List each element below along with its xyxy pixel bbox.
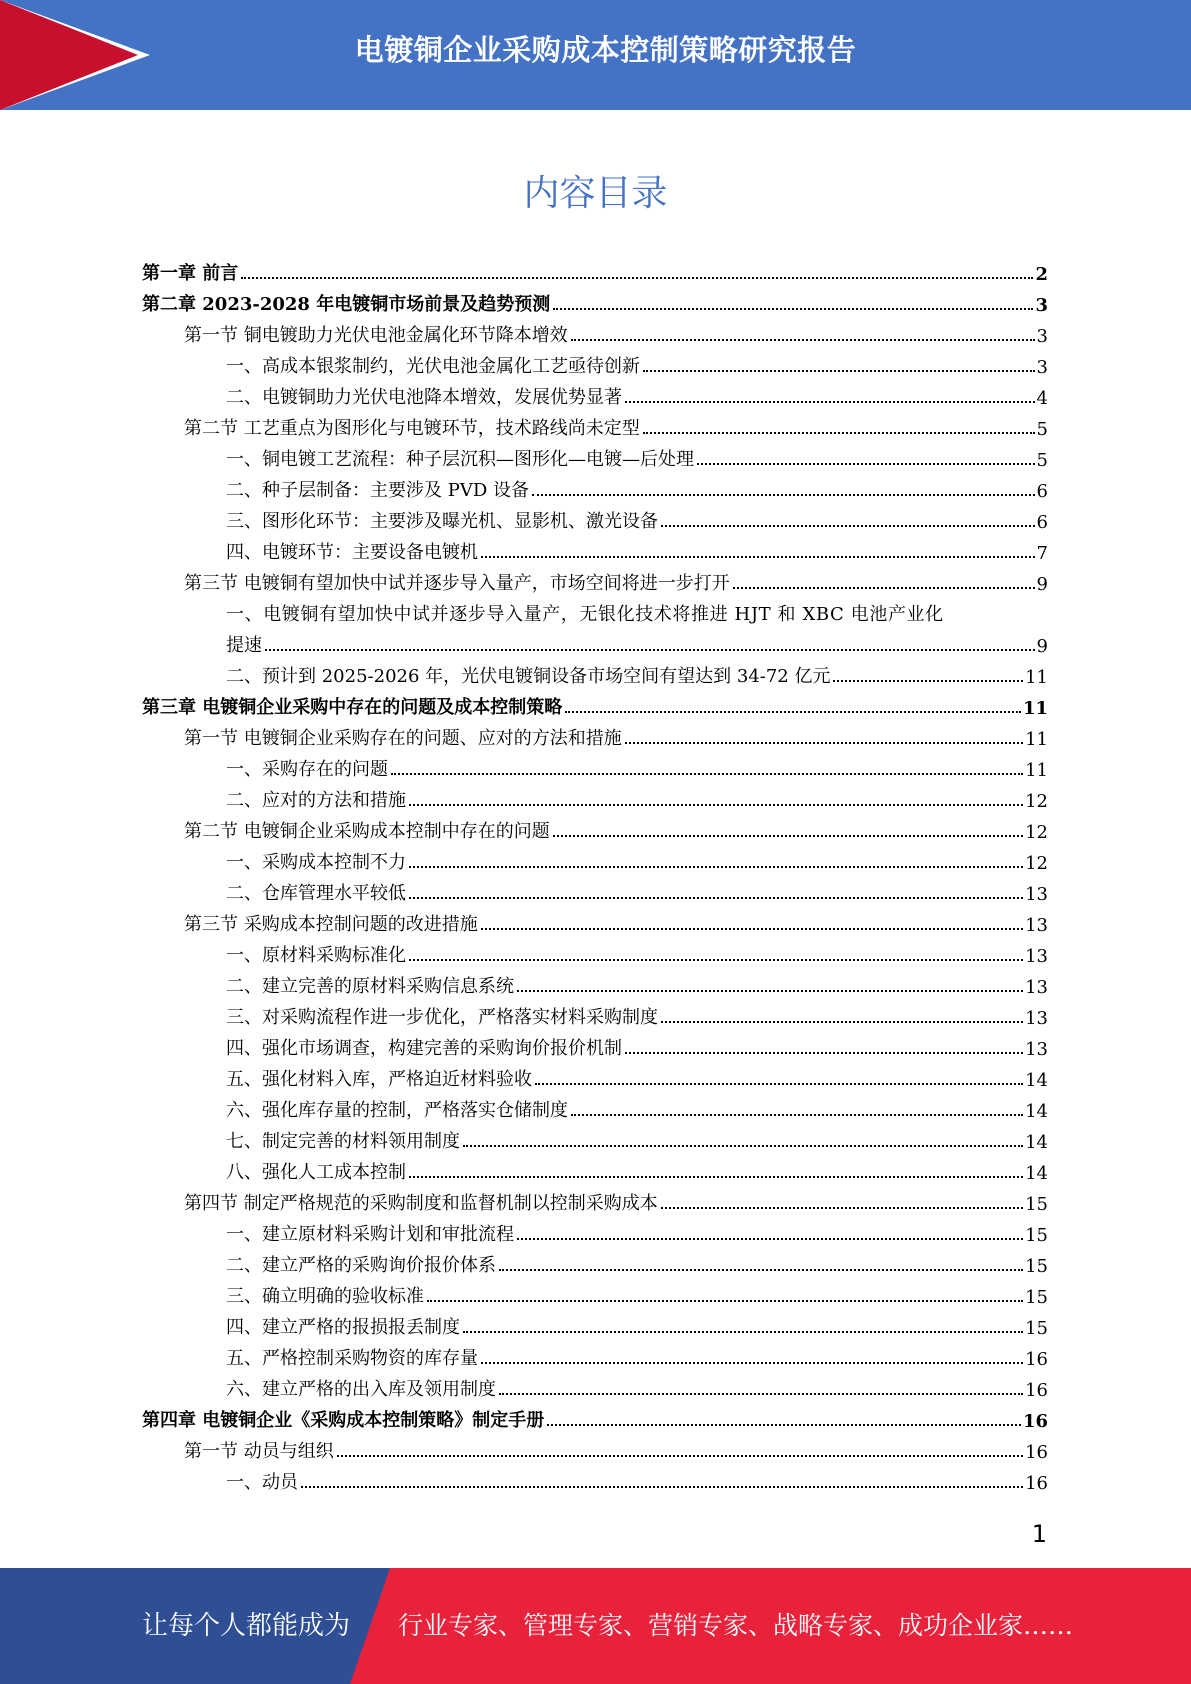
toc-entry-page: 13	[1025, 915, 1048, 936]
toc-leader-dots	[265, 649, 1035, 651]
page-number: 1	[1031, 1520, 1047, 1548]
footer-slogan-left: 让每个人都能成为	[142, 1611, 351, 1641]
toc-entry-title-cont: 提速	[226, 635, 262, 656]
toc-leader-dots	[463, 1145, 1023, 1147]
toc-leader-dots	[409, 959, 1023, 961]
toc-section-entry[interactable]	[142, 1184, 1048, 1215]
toc-entry-page: 3	[1035, 295, 1048, 316]
toc-entry-page: 16	[1025, 1380, 1048, 1401]
toc-subsection-entry[interactable]	[142, 1060, 1048, 1091]
toc-subsection-entry[interactable]	[142, 533, 1048, 564]
toc-leader-dots	[833, 680, 1023, 682]
toc-subsection-entry[interactable]	[142, 936, 1048, 967]
toc-entry-title: 第二节 电镀铜企业采购成本控制中存在的问题	[184, 821, 550, 842]
toc-entry-page: 5	[1036, 419, 1048, 440]
toc-entry-title: 四、强化市场调查，构建完善的采购询价报价机制	[226, 1038, 622, 1059]
toc-entry-page: 15	[1025, 1318, 1048, 1339]
toc-leader-dots	[481, 928, 1023, 930]
toc-entry-title: 六、强化库存量的控制，严格落实仓储制度	[226, 1100, 568, 1121]
toc-entry-title: 二、预计到 2025-2026 年，光伏电镀铜设备市场空间有望达到 34-72 亿元	[226, 666, 831, 687]
toc-entry-page: 13	[1025, 884, 1048, 905]
toc-entry-title: 第一节 动员与组织	[184, 1441, 334, 1462]
toc-entry-title: 第三章 电镀铜企业采购中存在的问题及成本控制策略	[142, 697, 563, 718]
toc-subsection-entry[interactable]	[142, 1246, 1048, 1277]
toc-entry-page: 11	[1025, 760, 1048, 781]
toc-subsection-entry[interactable]	[142, 1308, 1048, 1339]
toc-entry-title: 五、严格控制采购物资的库存量	[226, 1348, 478, 1369]
toc-entry-page: 9	[1036, 636, 1048, 657]
toc-chapter-entry[interactable]	[142, 688, 1048, 719]
toc-entry-title: 三、确立明确的验收标准	[226, 1286, 424, 1307]
toc-leader-dots	[499, 1393, 1023, 1395]
toc-entry-title: 八、强化人工成本控制	[226, 1162, 406, 1183]
toc-entry-title: 一、铜电镀工艺流程：种子层沉积—图形化—电镀—后处理	[226, 449, 694, 470]
toc-heading: 内容目录	[523, 173, 668, 214]
toc-entry-title: 一、原材料采购标准化	[226, 945, 406, 966]
toc-entry-page: 13	[1025, 977, 1048, 998]
toc-leader-dots	[697, 463, 1035, 465]
toc-entry-page: 12	[1025, 822, 1048, 843]
toc-entry-page: 12	[1025, 853, 1048, 874]
toc-subsection-entry[interactable]	[142, 1370, 1048, 1401]
footer-slogan-right: 行业专家、管理专家、营销专家、战略专家、成功企业家……	[398, 1611, 1074, 1640]
header-arrow-shape	[0, 0, 138, 110]
toc-leader-dots	[337, 1455, 1023, 1457]
toc-entry-title: 四、建立严格的报损报丢制度	[226, 1317, 460, 1338]
toc-entry-title: 第三节 采购成本控制问题的改进措施	[184, 914, 478, 935]
footer-slant-shape	[350, 1568, 390, 1684]
toc-leader-dots	[409, 866, 1023, 868]
toc-leader-dots	[409, 804, 1023, 806]
toc-leader-dots	[643, 370, 1035, 372]
toc-entry-page: 14	[1025, 1132, 1048, 1153]
footer-banner	[0, 1568, 1191, 1684]
toc-leader-dots	[517, 990, 1023, 992]
toc-entry[interactable]	[142, 626, 1048, 657]
toc-entry-title: 四、电镀环节：主要设备电镀机	[226, 542, 478, 563]
toc-entry-page: 16	[1025, 1349, 1048, 1370]
toc-leader-dots	[301, 1486, 1023, 1488]
toc-section-entry[interactable]	[142, 719, 1048, 750]
toc-leader-dots	[427, 1300, 1023, 1302]
toc-leader-dots	[571, 1114, 1023, 1116]
toc-entry-page: 14	[1025, 1070, 1048, 1091]
toc-subsection-entry[interactable]	[142, 998, 1048, 1029]
toc-leader-dots	[547, 1424, 1021, 1426]
report-title: 电镀铜企业采购成本控制策略研究报告	[354, 33, 857, 67]
toc-entry-title: 七、制定完善的材料领用制度	[226, 1131, 460, 1152]
toc-leader-dots	[517, 1238, 1023, 1240]
toc-entry-title: 五、强化材料入库，严格迫近材料验收	[226, 1069, 532, 1090]
toc-section-entry[interactable]	[142, 905, 1048, 936]
toc-entry-title: 二、建立完善的原材料采购信息系统	[226, 976, 514, 997]
toc-subsection-entry[interactable]	[142, 843, 1048, 874]
toc-entry-page: 11	[1025, 729, 1048, 750]
toc-subsection-entry[interactable]	[142, 657, 1048, 688]
toc-leader-dots	[481, 556, 1035, 558]
toc-entry-page: 13	[1025, 1039, 1048, 1060]
toc-entry-page: 16	[1025, 1442, 1048, 1463]
toc-leader-dots	[241, 277, 1033, 279]
toc-entry-title: 二、种子层制备：主要涉及 PVD 设备	[226, 480, 529, 501]
toc-leader-dots	[625, 1052, 1023, 1054]
toc-leader-dots	[625, 742, 1023, 744]
toc-entry-page: 7	[1036, 543, 1048, 564]
table-of-contents	[142, 254, 1048, 1494]
toc-section-entry[interactable]	[142, 409, 1048, 440]
toc-entry-page: 15	[1025, 1225, 1048, 1246]
toc-leader-dots	[463, 1331, 1023, 1333]
toc-entry-title: 一、电镀铜有望加快中试并逐步导入量产，无银化技术将推进 HJT 和 XBC 电池产业化	[226, 604, 944, 625]
toc-entry-page: 2	[1035, 264, 1048, 285]
toc-subsection-entry[interactable]	[142, 471, 1048, 502]
toc-subsection-entry[interactable]	[142, 1277, 1048, 1308]
toc-leader-dots	[565, 711, 1021, 713]
toc-entry-page: 12	[1025, 791, 1048, 812]
toc-subsection-entry[interactable]	[142, 1153, 1048, 1184]
toc-subsection-entry[interactable]	[142, 1029, 1048, 1060]
toc-leader-dots	[532, 494, 1035, 496]
toc-entry-title: 二、仓库管理水平较低	[226, 883, 406, 904]
toc-entry-page: 3	[1036, 326, 1048, 347]
toc-leader-dots	[409, 897, 1023, 899]
toc-leader-dots	[481, 1362, 1023, 1364]
toc-entry-title: 三、对采购流程作进一步优化，严格落实材料采购制度	[226, 1007, 658, 1028]
toc-entry-page: 4	[1036, 388, 1048, 409]
toc-entry-page: 5	[1036, 450, 1048, 471]
toc-subsection-entry[interactable]	[142, 1215, 1048, 1246]
toc-subsection-entry[interactable]	[142, 502, 1048, 533]
toc-entry-title: 一、采购存在的问题	[226, 759, 388, 780]
toc-subsection-entry[interactable]	[142, 1122, 1048, 1153]
toc-chapter-entry[interactable]	[142, 1401, 1048, 1432]
toc-section-entry[interactable]	[142, 316, 1048, 347]
toc-entry-page: 13	[1025, 1008, 1048, 1029]
toc-entry-title: 第二节 工艺重点为图形化与电镀环节，技术路线尚未定型	[184, 418, 640, 439]
toc-leader-dots	[625, 401, 1035, 403]
toc-leader-dots	[733, 587, 1035, 589]
toc-entry-page: 14	[1025, 1101, 1048, 1122]
toc-leader-dots	[643, 432, 1035, 434]
header-banner	[0, 0, 1191, 110]
toc-entry-line[interactable]	[142, 595, 1048, 626]
toc-entry-title: 第四节 制定严格规范的采购制度和监督机制以控制采购成本	[184, 1193, 658, 1214]
toc-chapter-entry[interactable]	[142, 254, 1048, 285]
toc-subsection-entry[interactable]	[142, 1339, 1048, 1370]
toc-entry-page: 16	[1025, 1473, 1048, 1494]
toc-leader-dots	[409, 1176, 1023, 1178]
toc-section-entry[interactable]	[142, 812, 1048, 843]
toc-subsection-entry[interactable]	[142, 347, 1048, 378]
toc-chapter-entry[interactable]	[142, 285, 1048, 316]
toc-entry-title: 一、建立原材料采购计划和审批流程	[226, 1224, 514, 1245]
toc-entry-title: 二、建立严格的采购询价报价体系	[226, 1255, 496, 1276]
toc-entry-page: 9	[1036, 574, 1048, 595]
toc-entry-title: 二、电镀铜助力光伏电池降本增效，发展优势显著	[226, 387, 622, 408]
toc-subsection-entry[interactable]	[142, 750, 1048, 781]
toc-section-entry[interactable]	[142, 564, 1048, 595]
toc-leader-dots	[535, 1083, 1023, 1085]
toc-leader-dots	[661, 1021, 1023, 1023]
toc-entry-title: 一、高成本银浆制约，光伏电池金属化工艺亟待创新	[226, 356, 640, 377]
toc-entry-page: 11	[1022, 698, 1048, 719]
toc-entry-page: 13	[1025, 946, 1048, 967]
toc-entry-title: 一、动员	[226, 1472, 298, 1493]
toc-leader-dots	[499, 1269, 1023, 1271]
toc-leader-dots	[391, 773, 1023, 775]
toc-entry-title: 第四章 电镀铜企业《采购成本控制策略》制定手册	[142, 1410, 545, 1431]
toc-entry-page: 15	[1025, 1256, 1048, 1277]
toc-subsection-entry[interactable]	[142, 874, 1048, 905]
toc-entry-page: 6	[1036, 512, 1048, 533]
toc-subsection-entry[interactable]	[142, 781, 1048, 812]
toc-entry-title: 一、采购成本控制不力	[226, 852, 406, 873]
toc-entry-page: 3	[1036, 357, 1048, 378]
toc-entry-page: 15	[1025, 1194, 1048, 1215]
toc-entry-title: 第一节 电镀铜企业采购存在的问题、应对的方法和措施	[184, 728, 622, 749]
toc-entry-title: 第一节 铜电镀助力光伏电池金属化环节降本增效	[184, 325, 568, 346]
toc-entry-page: 6	[1036, 481, 1048, 502]
toc-entry-page: 14	[1025, 1163, 1048, 1184]
toc-leader-dots	[553, 835, 1023, 837]
toc-entry-title: 第一章 前言	[142, 263, 239, 284]
toc-subsection-entry[interactable]	[142, 1463, 1048, 1494]
toc-entry-title: 二、应对的方法和措施	[226, 790, 406, 811]
toc-entry-title: 第二章 2023-2028 年电镀铜市场前景及趋势预测	[142, 294, 551, 315]
toc-leader-dots	[661, 525, 1035, 527]
toc-subsection-entry[interactable]	[142, 440, 1048, 471]
toc-subsection-entry[interactable]	[142, 967, 1048, 998]
toc-subsection-entry[interactable]	[142, 378, 1048, 409]
toc-entry-title: 六、建立严格的出入库及领用制度	[226, 1379, 496, 1400]
toc-entry-page: 16	[1022, 1411, 1048, 1432]
toc-leader-dots	[661, 1207, 1023, 1209]
toc-section-entry[interactable]	[142, 1432, 1048, 1463]
toc-entry-title: 三、图形化环节：主要涉及曝光机、显影机、激光设备	[226, 511, 658, 532]
toc-leader-dots	[571, 339, 1035, 341]
toc-leader-dots	[553, 308, 1033, 310]
toc-entry-page: 11	[1025, 667, 1048, 688]
toc-entry-page: 15	[1025, 1287, 1048, 1308]
toc-entry-title: 第三节 电镀铜有望加快中试并逐步导入量产，市场空间将进一步打开	[184, 573, 730, 594]
toc-subsection-entry[interactable]	[142, 1091, 1048, 1122]
